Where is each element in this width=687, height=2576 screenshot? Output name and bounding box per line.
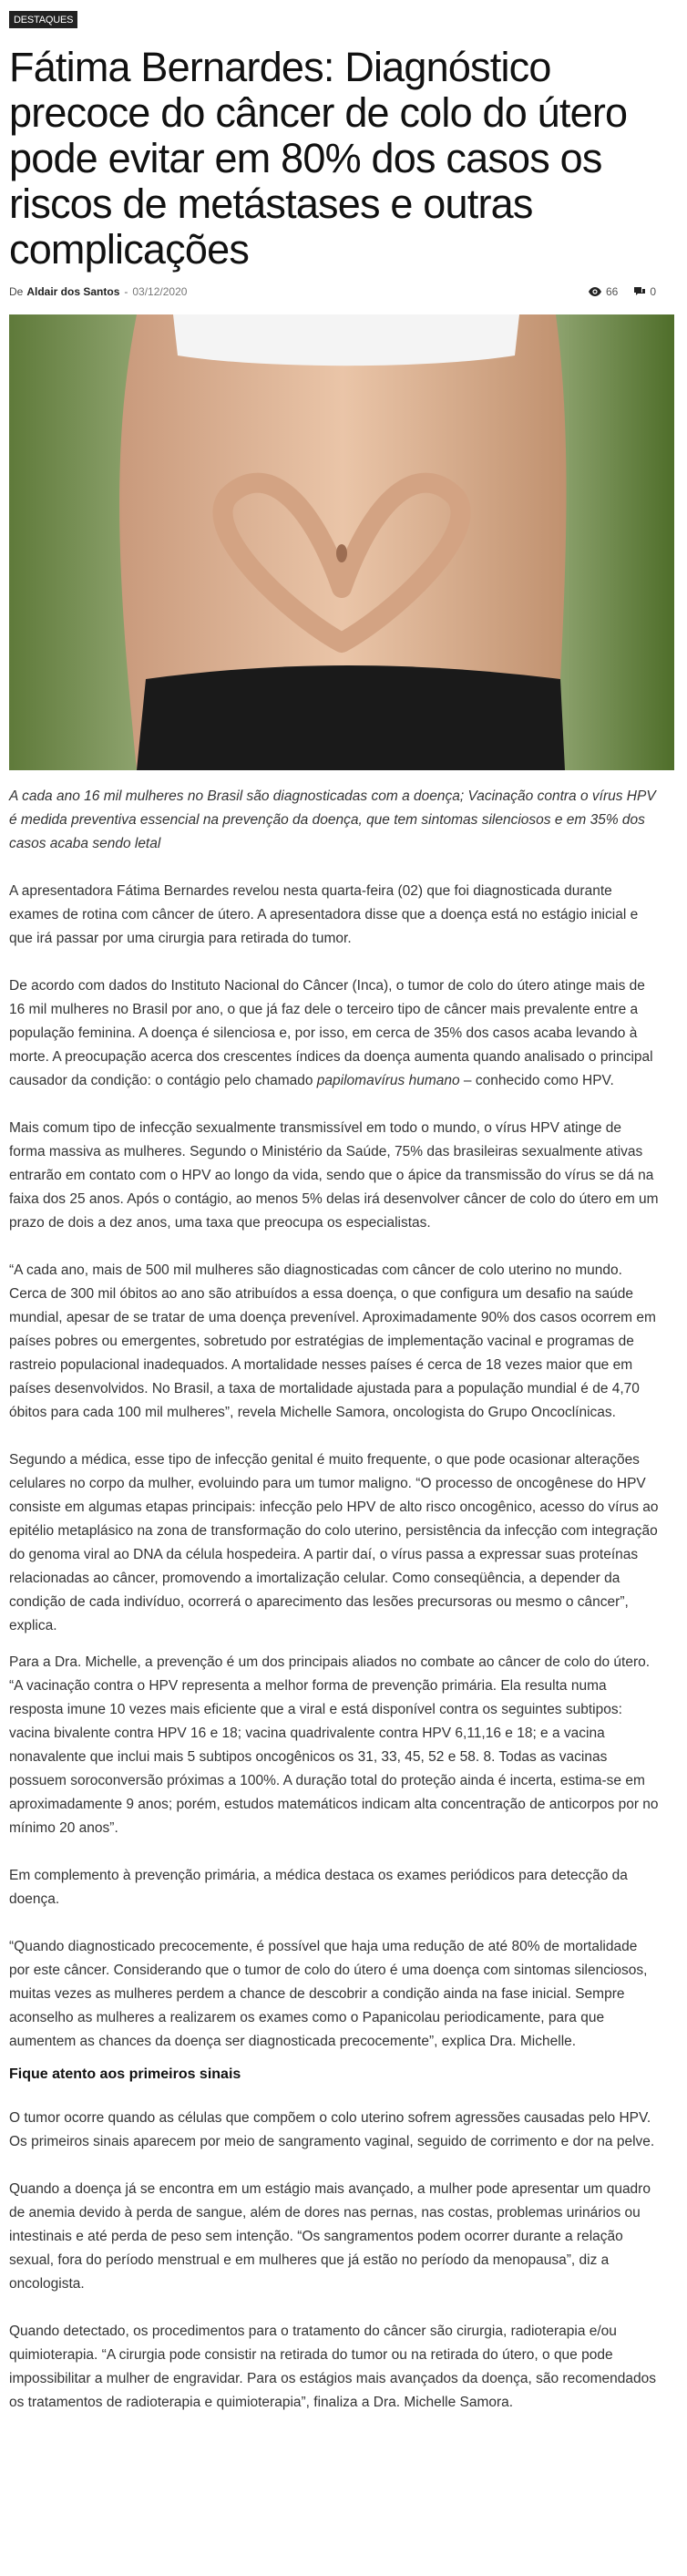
paragraph-text: De acordo com dados do Instituto Nacional do Câncer (Inca), o tumor de colo do útero atinge mais de 16 mil mulheres no Brasil por ano, o que já faz dele o terceiro tipo de câncer mais prevalente entre a população feminina. A doença é silenciosa e, por isso, em cerca de 35% dos casos acaba levando à morte. A preocupação acerca dos crescentes índices da doença aumenta quando analisado o principal causador da condição: o contágio pelo chamado [9,978,653,1088]
image-caption: A cada ano 16 mil mulheres no Brasil são diagnosticadas com a doença; Vacinação contra o vírus HPV é medida preventiva essencial na prevenção da doença, que tem sintomas silenciosos e em 35% dos casos acaba sendo letal [9,788,656,851]
publish-date: 03/12/2020 [132,285,188,298]
paragraph [9,974,661,1093]
featured-image [9,314,674,770]
paragraph: Segundo a médica, esse tipo de infecção genital é muito frequente, o que pode ocasionar alterações celulares no corpo da mulher, evoluindo para um tumor maligno. “O processo de oncogênese do HPV consiste em algumas etapas principais: infecção pelo HPV de alto risco oncogênico, acesso do vírus ao epitélio metaplásico na zona de transformação do colo uterino, persistência da infecção com integração do genoma viral ao DNA da célula hospedeira. A partir daí, o vírus passa a expressar suas proteínas relacionadas ao câncer, promovendo a imortalização celular. Como conseqüência, a depender da condição de cada indivíduo, ocorrerá o aparecimento das lesões precursoras ou mesmo o câncer”, explica. [9,1452,659,1633]
eye-icon [589,287,601,296]
paragraph: O tumor ocorre quando as células que compõem o colo uterino sofrem agressões causadas pelo HPV. Os primeiros sinais aparecem por meio de sangramento vaginal, seguido de corrimento e dor na pelve. [9,2110,655,2149]
article-meta [9,283,678,300]
paragraph: Quando detectado, os procedimentos para o tratamento do câncer são cirurgia, radioterapia e/ou quimioterapia. “A cirurgia pode consistir na retirada do tumor ou na retirada do útero, o que pode impossibilitar a mulher de engravidar. Para os estágios mais avançados da doença, são recomendados os tratamentos de radioterapia e quimioterapia”, finaliza a Dra. Michelle Samora. [9,2324,656,2410]
article-title: Fátima Bernardes: Diagnóstico precoce do câncer de colo do útero pode evitar em 80% dos casos os riscos de metástases e outras complicações [9,44,628,273]
italic-term: papilomavírus humano [316,1073,460,1088]
paragraph-text: – conhecido como HPV. [459,1073,614,1088]
paragraph: Quando a doença já se encontra em um estágio mais avançado, a mulher pode apresentar um quadro de anemia devido à perda de sangue, além de dores nas pernas, nas costas, problemas urinários ou intestinais e até perda de peso sem intenção. “Os sangramentos podem ocorrer durante a relação sexual, fora do período menstrual e em mulheres que já estão no período da menopausa”, diz a oncologista. [9,2181,651,2292]
paragraph: “Quando diagnosticado precocemente, é possível que haja uma redução de até 80% de mortalidade por este câncer. Considerando que o tumor de colo do útero é uma doença com sintomas silenciosos, muitas vezes as mulheres perdem a chance de descobrir a condição ainda na fase inicial. Sempre aconselho as mulheres a realizarem os exames como o Papanicolau periodicamente, para que aumentem as chances da doença ser diagnosticada precocemente”, explica Dra. Michelle. [9,1939,648,2049]
by-label: De [9,285,24,298]
author-link[interactable]: Aldair dos Santos [26,285,120,298]
paragraph: Para a Dra. Michelle, a prevenção é um dos principais aliados no combate ao câncer de colo do útero. “A vacinação contra o HPV representa a melhor forma de prevenção primária. Ela resulta numa resposta imune 10 vezes mais eficiente que a viral e está disponível contra os seguintes subtipos: vacina bivalente contra HPV 16 e 18; vacina quadrivalente contra HPV 6,11,16 e 18; e a vacina nonavalente que inclui mais 5 subtipos oncogênicos os 31, 33, 45, 52 e 58. 8. Todas as vacinas possuem soroconversão próximas a 100%. A duração total do proteção ainda é incerta, estima-se em aproximadamente 9 anos; porém, estudos matemáticos indicam alta concentração de anticorpos por no mínimo 20 anos”. [9,1654,659,1836]
article-stats [589,285,656,298]
comments-value: 0 [650,285,656,298]
views-count [589,285,618,298]
paragraph: Em complemento à prevenção primária, a médica destaca os exames periódicos para detecção da doença. [9,1868,628,1907]
meta-separator: - [124,285,128,298]
section-heading: Fique atento aos primeiros sinais [9,2066,241,2082]
paragraph: “A cada ano, mais de 500 mil mulheres são diagnosticadas com câncer de colo uterino no mundo. Cerca de 300 mil óbitos ao ano são atribuídos a essa doença, o que configura um desafio na saúde mundial, apesar de se tratar de uma doença prevenível. Aproximadamente 90% dos casos ocorrem em países pobres ou emergentes, sobretudo por estratégias de implementação vacinal e programas de rastreio populacional inadequados. A mortalidade nesses países é cerca de 18 vezes maior que em países desenvolvidos. No Brasil, a taxa de mortalidade ajustada para a população mundial é de 4,70 óbitos para cada 100 mil mulheres”, revela Michelle Samora, oncologista do Grupo Oncoclínicas. [9,1262,656,1420]
paragraph: Mais comum tipo de infecção sexualmente transmissível em todo o mundo, o vírus HPV atinge de forma massiva as mulheres. Segundo o Ministério da Saúde, 75% das brasileiras sexualmente ativas entrarão em contato com o HPV ao longo da vida, sendo que o ápice da transmissão do vírus se dá na faixa dos 25 anos. Após o contágio, ao menos 5% delas irá desenvolver câncer de colo do útero em um prazo de dois a dez anos, uma taxa que preocupa os especialistas. [9,1120,659,1231]
views-value: 66 [605,285,619,298]
comment-icon [634,287,645,296]
comments-count[interactable] [634,285,656,298]
category-tag[interactable]: DESTAQUES [9,11,77,28]
paragraph: A apresentadora Fátima Bernardes revelou nesta quarta-feira (02) que foi diagnosticada durante exames de rotina com câncer de útero. A apresentadora disse que a doença está no estágio inicial e que irá passar por uma cirurgia para retirada do tumor. [9,883,639,946]
